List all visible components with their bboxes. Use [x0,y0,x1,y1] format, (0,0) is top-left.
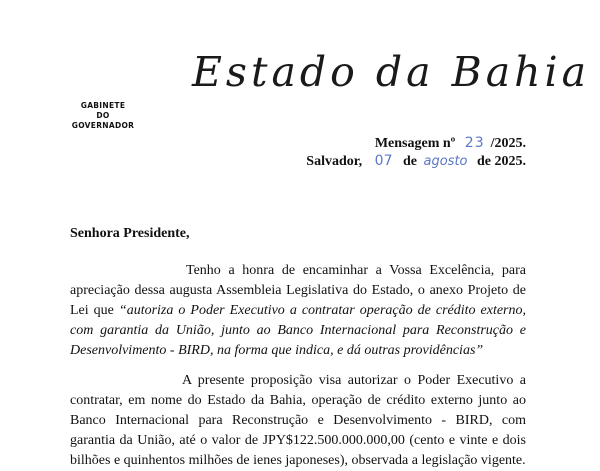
office-line-2: DO [96,111,110,120]
letterhead-title: Estado da Bahia [192,48,591,96]
message-year: /2025. [490,136,526,151]
date-day-handwritten: 07 [374,153,393,169]
date-connector: de [403,154,417,169]
paragraph-1-intro: Tenho a honra de encaminhar a Vossa Excelência, para apreciação dessa augusta Assembleia Legislativa do Estado, o anexo Projeto de Lei que [70,263,526,318]
message-number-line [375,135,526,152]
date-year: de 2025. [477,154,526,169]
date-city: Salvador, [306,154,363,169]
date-month-handwritten: agosto [423,154,468,169]
message-number-handwritten: 23 [464,135,485,151]
office-line-3: GOVERNADOR [71,121,135,130]
office-label [70,101,136,131]
greeting: Senhora Presidente, [70,226,190,241]
office-line-1: GABINETE [80,101,126,110]
paragraph-1 [70,261,526,361]
paragraph-2: A presente proposição visa autorizar o Poder Executivo a contratar, em nome do Estado da Bahia, operação de crédito externo junto ao Banco Internacional para Reconstrução e Desenvolvimento - BIRD, com garantia da União, até o valor de JPY$122.500.000.000,00 (cento e vinte e dois bilhões e quinhentos milhões de ienes japoneses), observada a legislação vigente. [70,373,526,468]
date-line [306,153,526,170]
message-label: Mensagem nº [374,136,456,151]
paragraph-1-quote: “autoriza o Poder Executivo a contratar operação de crédito externo, com garantia da União, junto ao Banco Internacional para Reconstrução e Desenvolvimento - BIRD, na forma que indica, e dá outras providências” [70,303,526,358]
